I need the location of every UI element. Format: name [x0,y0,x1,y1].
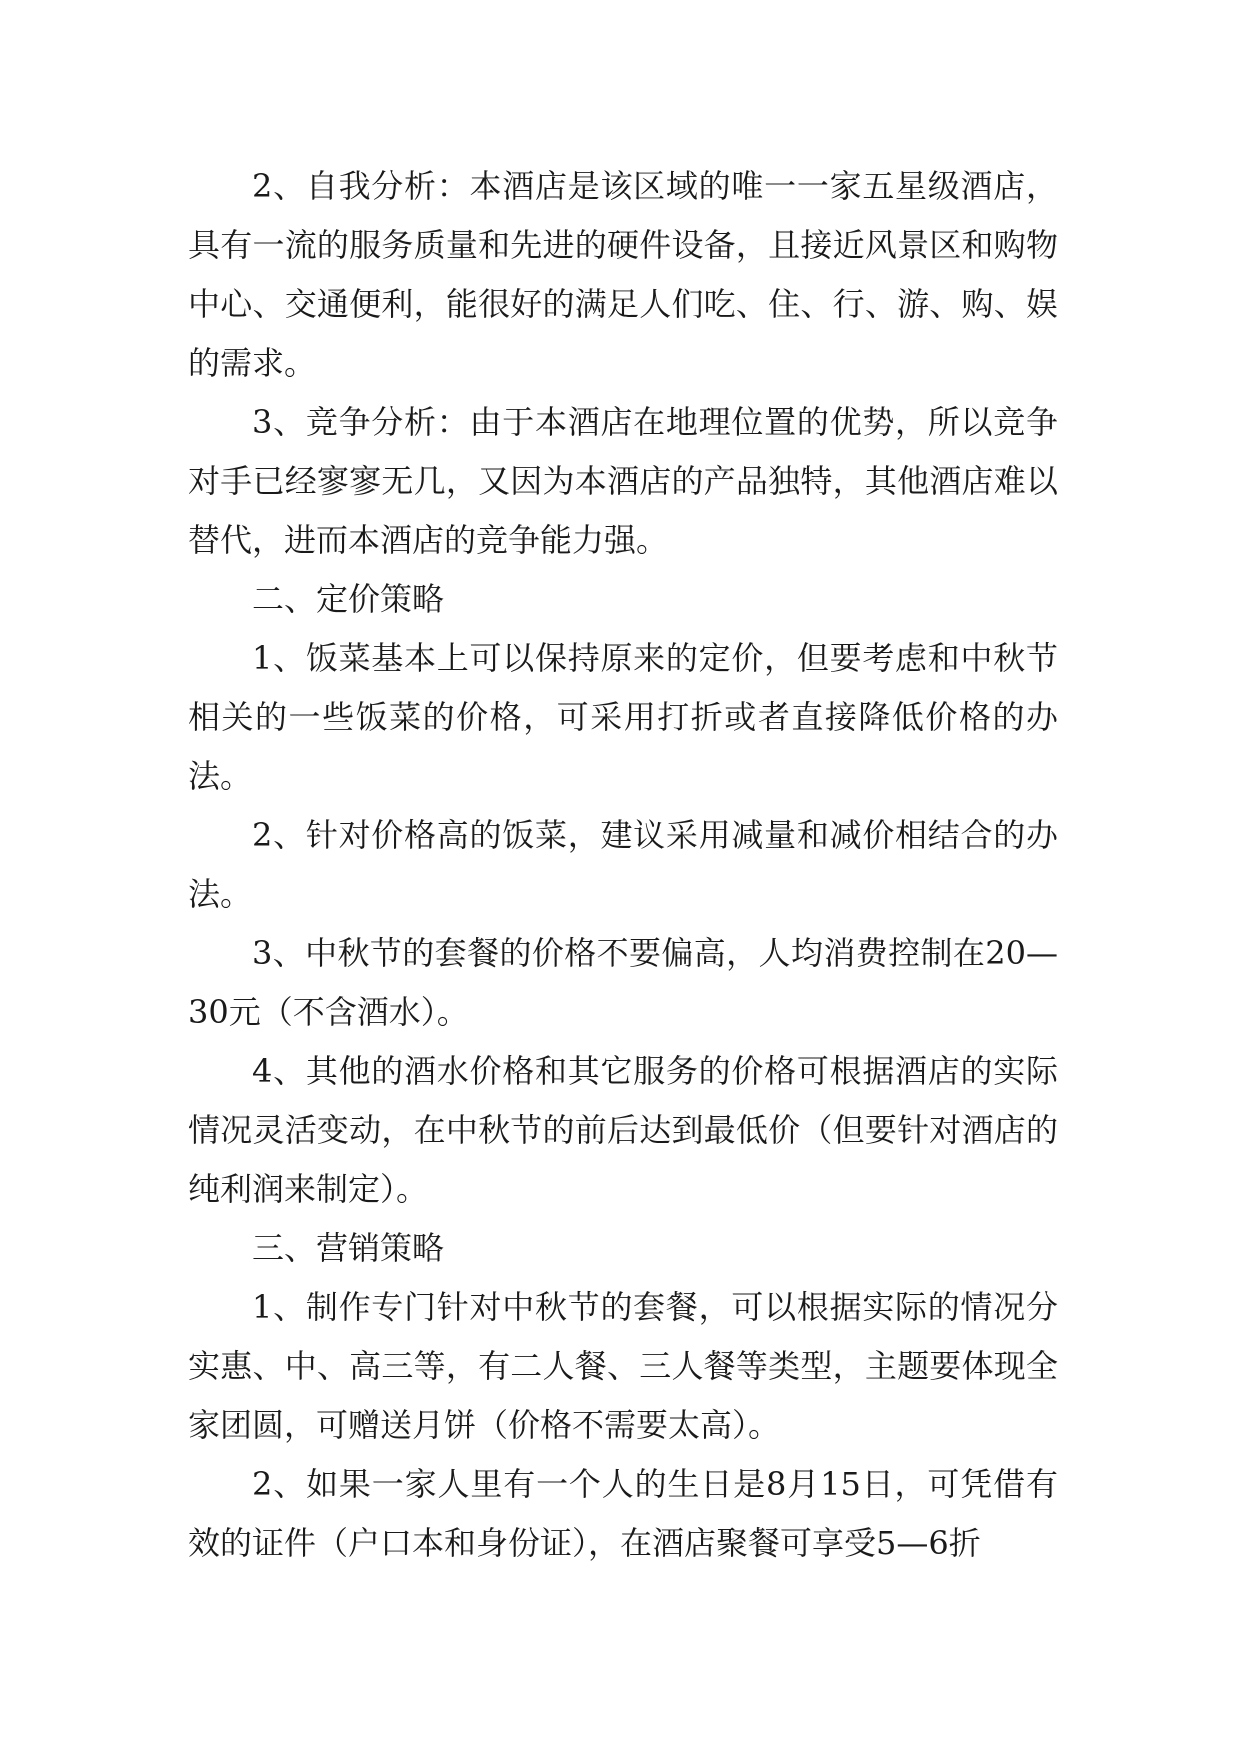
paragraph-competition-analysis: 3、竞争分析：由于本酒店在地理位置的优势，所以竞争对手已经寥寥无几，又因为本酒店的产品独特，其他酒店难以替代，进而本酒店的竞争能力强。 [188,403,1058,559]
document-body [188,157,1058,1573]
paragraph-pricing-3: 3、中秋节的套餐的价格不要偏高，人均消费控制在20—30元（不含酒水）。 [188,934,1058,1031]
paragraph-marketing-1: 1、制作专门针对中秋节的套餐，可以根据实际的情况分实惠、中、高三等，有二人餐、三人餐等类型，主题要体现全家团圆，可赠送月饼（价格不需要太高）。 [188,1288,1058,1444]
paragraph-pricing-1: 1、饭菜基本上可以保持原来的定价，但要考虑和中秋节相关的一些饭菜的价格，可采用打折或者直接降低价格的办法。 [188,639,1058,795]
paragraph-marketing-2: 2、如果一家人里有一个人的生日是8月15日，可凭借有效的证件（户口本和身份证），在酒店聚餐可享受5—6折 [188,1465,1058,1562]
section-heading-pricing-strategy: 二、定价策略 [252,580,445,618]
paragraph-pricing-2: 2、针对价格高的饭菜，建议采用减量和减价相结合的办法。 [188,816,1058,913]
section-heading-marketing-strategy: 三、营销策略 [252,1229,445,1267]
paragraph-pricing-4: 4、其他的酒水价格和其它服务的价格可根据酒店的实际情况灵活变动，在中秋节的前后达到最低价（但要针对酒店的纯利润来制定）。 [188,1052,1058,1208]
paragraph-self-analysis: 2、自我分析：本酒店是该区域的唯一一家五星级酒店，具有一流的服务质量和先进的硬件设备，且接近风景区和购物中心、交通便利，能很好的满足人们吃、住、行、游、购、娱的需求。 [188,167,1058,382]
